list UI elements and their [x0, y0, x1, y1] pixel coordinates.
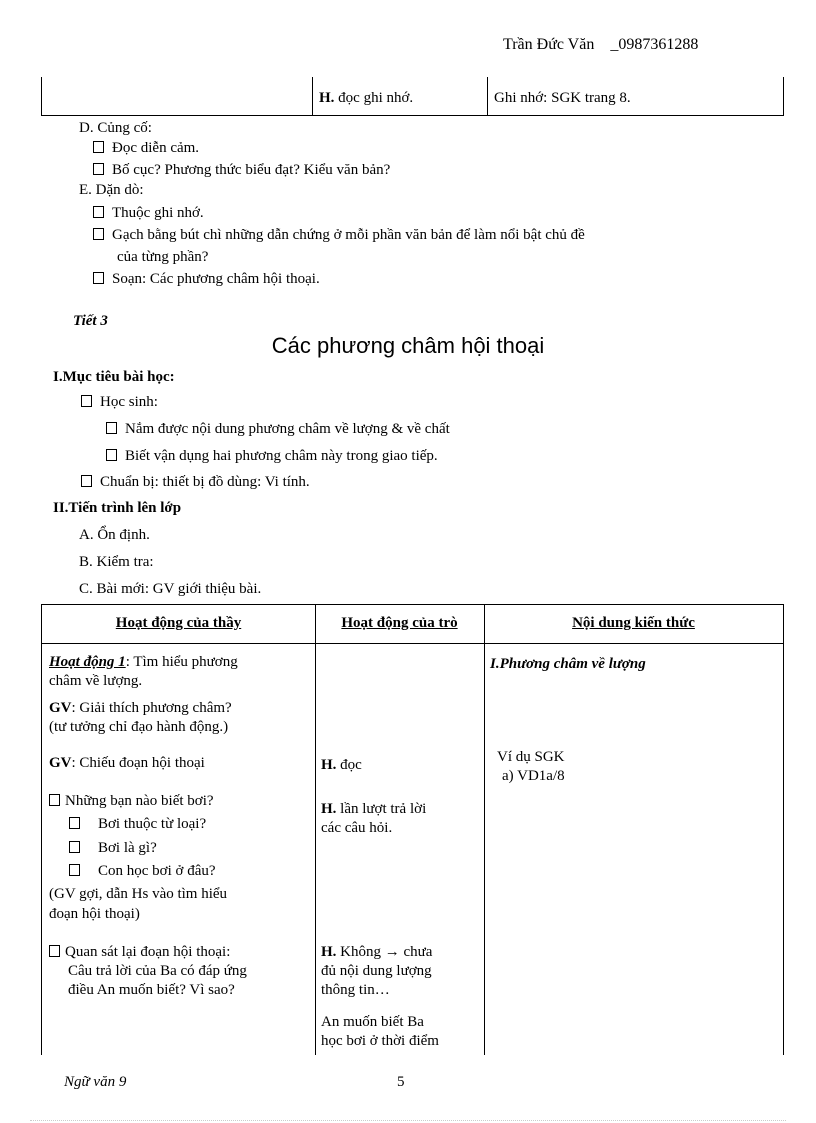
content-example-a: a) VD1a/8: [502, 768, 565, 784]
objective-1: Nắm được nội dung phương châm về lượng & về chất: [106, 420, 450, 438]
activity-1-label: Hoạt động 1: Tìm hiểu phương: [49, 654, 238, 670]
period-label: Tiết 3: [73, 313, 108, 329]
bullet-box-icon: [69, 864, 80, 876]
section-e-item-2-cont: của từng phần?: [117, 249, 209, 265]
top-student-cell: H. đọc ghi nhớ.: [319, 90, 414, 106]
student-no-2: đủ nội dung lượng: [321, 963, 432, 979]
content-section-heading: I.Phương châm về lượng: [490, 656, 646, 672]
section-e-item-2: Gạch bằng bút chì những dẫn chứng ở mỗi phần văn bản để làm nổi bật chủ đề: [93, 226, 585, 244]
preparation: Chuẩn bị: thiết bị đồ dùng: Vi tính.: [81, 473, 310, 491]
teacher-note-2: đoạn hội thoại): [49, 906, 140, 922]
header-author-line: [503, 36, 698, 54]
activity-1-line2: châm về lượng.: [49, 673, 143, 689]
observe-2: Câu trả lời của Ba có đáp ứng: [68, 963, 247, 979]
bullet-box-icon: [69, 817, 80, 829]
author-phone: _0987361288: [610, 36, 699, 53]
lesson-title: Các phương châm hội thoại: [271, 333, 545, 358]
header-teacher: Hoạt động của thầy: [115, 615, 242, 631]
question-3: Bơi là gì?: [69, 839, 157, 857]
bullet-box-icon: [49, 945, 60, 957]
objectives-heading: I.Mục tiêu bài học:: [53, 369, 175, 385]
header-student: Hoạt động của trò: [341, 615, 458, 631]
header-content: Nội dung kiến thức: [572, 615, 695, 631]
page-bottom-divider: [30, 1120, 786, 1121]
section-d-heading: D. Củng cố:: [79, 120, 152, 136]
question-1: Những bạn nào biết bơi?: [49, 792, 214, 810]
teacher-note-1: (GV gợi, dẫn Hs vào tìm hiểu: [49, 886, 228, 902]
author-name: Trần Đức Văn: [503, 36, 595, 53]
bullet-box-icon: [93, 272, 104, 284]
student-no-3: thông tin…: [321, 982, 390, 998]
top-content-cell: Ghi nhớ: SGK trang 8.: [494, 90, 631, 106]
bullet-box-icon: [93, 141, 104, 153]
objective-students: Học sinh:: [81, 393, 158, 411]
observe-3: điều An muốn biết? Vì sao?: [68, 982, 235, 998]
step-c: C. Bài mới: GV giới thiệu bài.: [79, 581, 262, 597]
question-2: Bơi thuộc từ loại?: [69, 815, 206, 833]
progress-heading: II.Tiến trình lên lớp: [53, 500, 182, 516]
gv-explain-line2: (tư tưởng chỉ đạo hành động.): [49, 719, 229, 735]
section-e-heading: E. Dặn dò:: [79, 182, 144, 198]
bullet-box-icon: [93, 163, 104, 175]
bullet-box-icon: [49, 794, 60, 806]
section-d-item-1: Đọc diễn cảm.: [93, 139, 199, 157]
section-d-item-2: Bố cục? Phương thức biểu đạt? Kiểu văn bản?: [93, 161, 390, 179]
footer-page-number: 5: [397, 1074, 405, 1090]
bullet-box-icon: [81, 475, 92, 487]
activity-table: [41, 604, 784, 1055]
question-4: Con học bơi ở đâu?: [69, 862, 216, 880]
bullet-box-icon: [69, 841, 80, 853]
student-no-1: H. Không → chưa: [321, 944, 433, 960]
step-b: B. Kiểm tra:: [79, 554, 154, 570]
bullet-box-icon: [93, 228, 104, 240]
content-example: Ví dụ SGK: [497, 749, 565, 765]
student-answer-2: các câu hỏi.: [321, 820, 393, 836]
student-an-2: học bơi ở thời điểm: [321, 1033, 439, 1049]
step-a: A. Ổn định.: [79, 527, 150, 543]
bullet-box-icon: [93, 206, 104, 218]
footer-subject: Ngữ văn 9: [64, 1074, 127, 1090]
objective-2: Biết vận dụng hai phương châm này trong giao tiếp.: [106, 447, 438, 465]
bullet-box-icon: [81, 395, 92, 407]
gv-show-dialogue: GV: Chiếu đoạn hội thoại: [49, 755, 205, 771]
bullet-box-icon: [106, 422, 117, 434]
student-answer-1: H. lần lượt trả lời: [321, 801, 427, 817]
bullet-box-icon: [106, 449, 117, 461]
student-read: H. đọc: [321, 757, 362, 773]
section-e-item-3: Soạn: Các phương châm hội thoại.: [93, 270, 320, 288]
observe-1: Quan sát lại đoạn hội thoại:: [49, 943, 230, 961]
continuation-table: [41, 77, 784, 116]
gv-explain: GV: Giải thích phương châm?: [49, 700, 232, 716]
student-an-1: An muốn biết Ba: [321, 1014, 424, 1030]
section-e-item-1: Thuộc ghi nhớ.: [93, 204, 204, 222]
